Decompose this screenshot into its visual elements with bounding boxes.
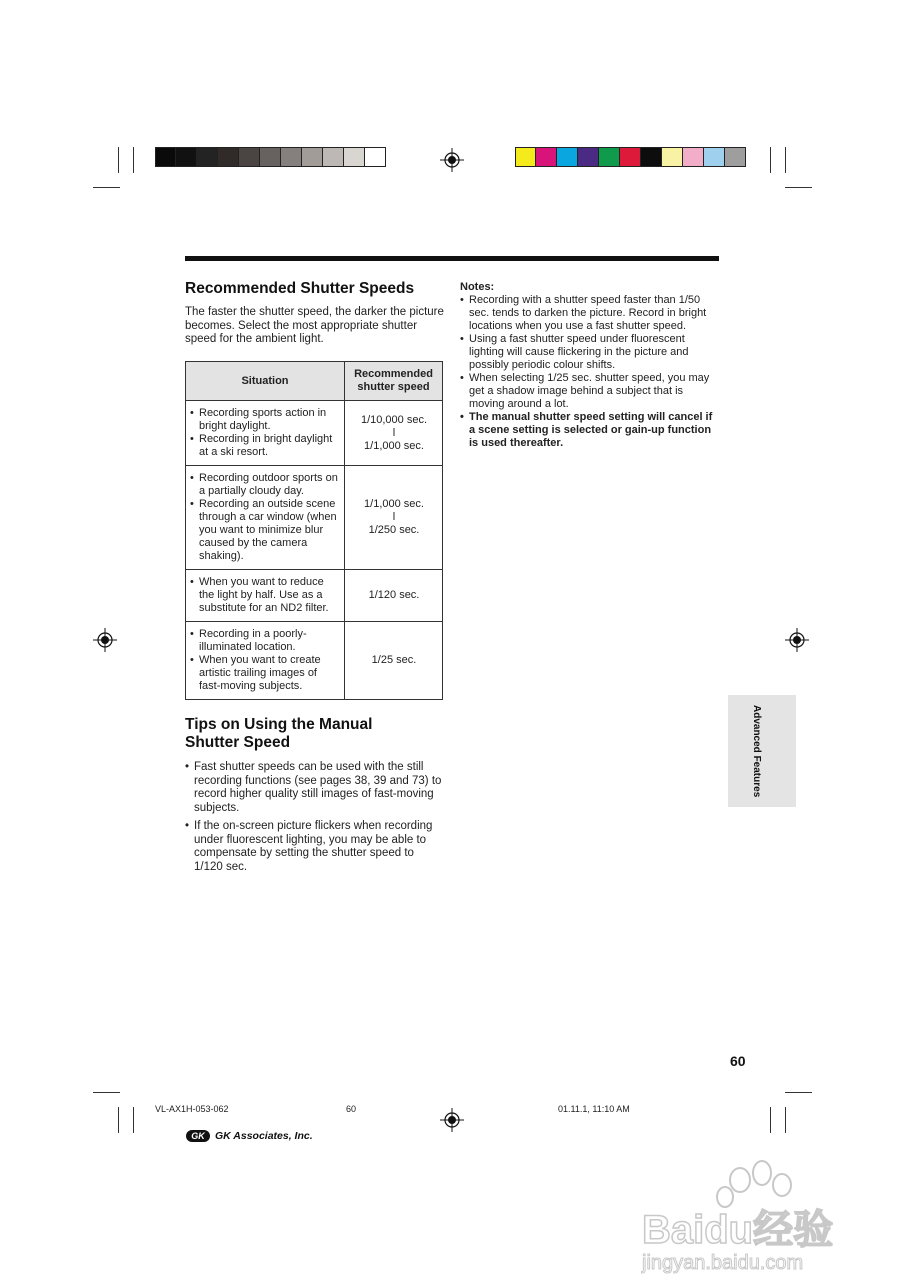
crop-mark <box>133 147 134 173</box>
situation-cell <box>186 622 345 700</box>
list-item: • Recording in a poorly-illuminated location. <box>190 628 341 654</box>
gray-swatch <box>281 147 302 167</box>
watermark-brand: Baidu经验 <box>642 1208 834 1252</box>
speed-value: l <box>392 511 396 523</box>
situation-cell <box>186 466 345 570</box>
color-swatch <box>599 147 620 167</box>
gray-swatch <box>323 147 344 167</box>
gray-swatch <box>218 147 239 167</box>
crop-mark <box>785 147 786 173</box>
situation-cell <box>186 401 345 466</box>
table-header-situation: Situation <box>186 362 345 401</box>
footer-page: 60 <box>346 1104 357 1114</box>
color-swatch <box>578 147 599 167</box>
crop-mark <box>93 1092 120 1093</box>
color-swatch <box>662 147 683 167</box>
section-title: Recommended Shutter Speeds <box>185 280 415 297</box>
speed-value: l <box>392 426 396 439</box>
registration-mark-icon <box>785 628 809 652</box>
table-row <box>186 570 443 622</box>
color-swatch <box>704 147 725 167</box>
shutter-speed-table <box>185 361 443 700</box>
table-row <box>186 622 443 700</box>
company-name: GK Associates, Inc. <box>215 1130 313 1142</box>
registration-mark-icon <box>440 1108 464 1132</box>
gk-logo-icon: GK <box>186 1130 210 1142</box>
crop-mark <box>118 147 119 173</box>
list-item: • When selecting 1/25 sec. shutter speed, you may get a shadow image behind a subject that is moving around a lot. <box>460 372 718 411</box>
list-item: • Fast shutter speeds can be used with the still recording functions (see pages 38, 39 and 73) to record higher quality still images of fast-moving subjects. <box>185 761 443 815</box>
crop-mark <box>93 187 120 188</box>
table-row <box>186 466 443 570</box>
header-rule <box>185 256 719 261</box>
table-row <box>186 401 443 466</box>
list-item: • Recording in bright daylight at a ski resort. <box>190 433 341 459</box>
notes-section <box>460 281 718 450</box>
list-item: • Recording with a shutter speed faster than 1/50 sec. tends to darken the picture. Record in bright locations when you use a fast shutter speed. <box>460 294 718 333</box>
speed-cell <box>345 466 443 570</box>
list-item: • If the on-screen picture flickers when recording under fluorescent lighting, you may be able to compensate by setting the shutter speed to 1/120 sec. <box>185 820 443 874</box>
color-swatch <box>515 147 536 167</box>
crop-mark <box>785 1092 812 1093</box>
tips-section <box>185 716 443 879</box>
speed-cell <box>345 401 443 466</box>
gray-swatch <box>365 147 386 167</box>
list-item: • Recording an outside scene through a car window (when you want to minimize blur caused by the camera shaking). <box>190 498 341 563</box>
notes-list <box>460 294 718 450</box>
footer-timestamp: 01.11.1, 11:10 AM <box>558 1104 630 1114</box>
list-item: • The manual shutter speed setting will cancel if a scene setting is selected or gain-up function is used thereafter. <box>460 411 718 450</box>
list-item: • When you want to reduce the light by half. Use as a substitute for an ND2 filter. <box>190 576 341 615</box>
crop-mark <box>133 1107 134 1133</box>
list-item: • Recording outdoor sports on a partially cloudy day. <box>190 472 341 498</box>
speed-value: 1/1,000 sec. <box>364 498 424 510</box>
crop-mark <box>785 1107 786 1133</box>
crop-mark <box>118 1107 119 1133</box>
page-number: 60 <box>730 1053 746 1069</box>
baidu-watermark <box>640 1145 850 1275</box>
crop-mark <box>770 1107 771 1133</box>
speed-cell <box>345 622 443 700</box>
gray-swatch <box>239 147 260 167</box>
gray-swatch <box>344 147 365 167</box>
color-calibration-bar <box>515 147 746 167</box>
color-swatch <box>536 147 557 167</box>
speed-value: 1/1,000 sec. <box>364 439 424 452</box>
footer-file-id: VL-AX1H-053-062 <box>155 1104 229 1114</box>
gray-swatch <box>302 147 323 167</box>
company-credit <box>186 1130 313 1142</box>
gray-swatch <box>155 147 176 167</box>
tips-list <box>185 761 443 874</box>
notes-title: Notes: <box>460 281 495 293</box>
color-swatch <box>557 147 578 167</box>
watermark-url: jingyan.baidu.com <box>642 1252 804 1274</box>
color-swatch <box>620 147 641 167</box>
list-item: • Recording sports action in bright daylight. <box>190 407 341 433</box>
color-swatch <box>725 147 746 167</box>
gray-swatch <box>176 147 197 167</box>
side-tab-label: Advanced Features <box>751 705 762 798</box>
speed-value: 1/250 sec. <box>368 524 420 536</box>
speed-value: 1/120 sec. <box>368 589 420 601</box>
situation-cell <box>186 570 345 622</box>
crop-mark <box>785 187 812 188</box>
list-item: • When you want to create artistic trailing images of fast-moving subjects. <box>190 654 341 693</box>
speed-value: 1/25 sec. <box>371 654 417 666</box>
color-swatch <box>683 147 704 167</box>
gray-calibration-bar <box>155 147 386 167</box>
gray-swatch <box>197 147 218 167</box>
crop-mark <box>770 147 771 173</box>
speed-value: 1/10,000 sec. <box>360 413 428 426</box>
tips-title: Tips on Using the Manual Shutter Speed <box>185 716 373 751</box>
intro-paragraph: The faster the shutter speed, the darker the picture becomes. Select the most appropriate shutter speed for the ambient light. <box>185 306 444 345</box>
color-swatch <box>641 147 662 167</box>
speed-cell <box>345 570 443 622</box>
list-item: • Using a fast shutter speed under fluorescent lighting will cause flickering in the picture and possibly periodic colour shifts. <box>460 333 718 372</box>
registration-mark-icon <box>440 148 464 172</box>
registration-mark-icon <box>93 628 117 652</box>
gray-swatch <box>260 147 281 167</box>
table-header-speed: Recommended shutter speed <box>345 362 443 401</box>
